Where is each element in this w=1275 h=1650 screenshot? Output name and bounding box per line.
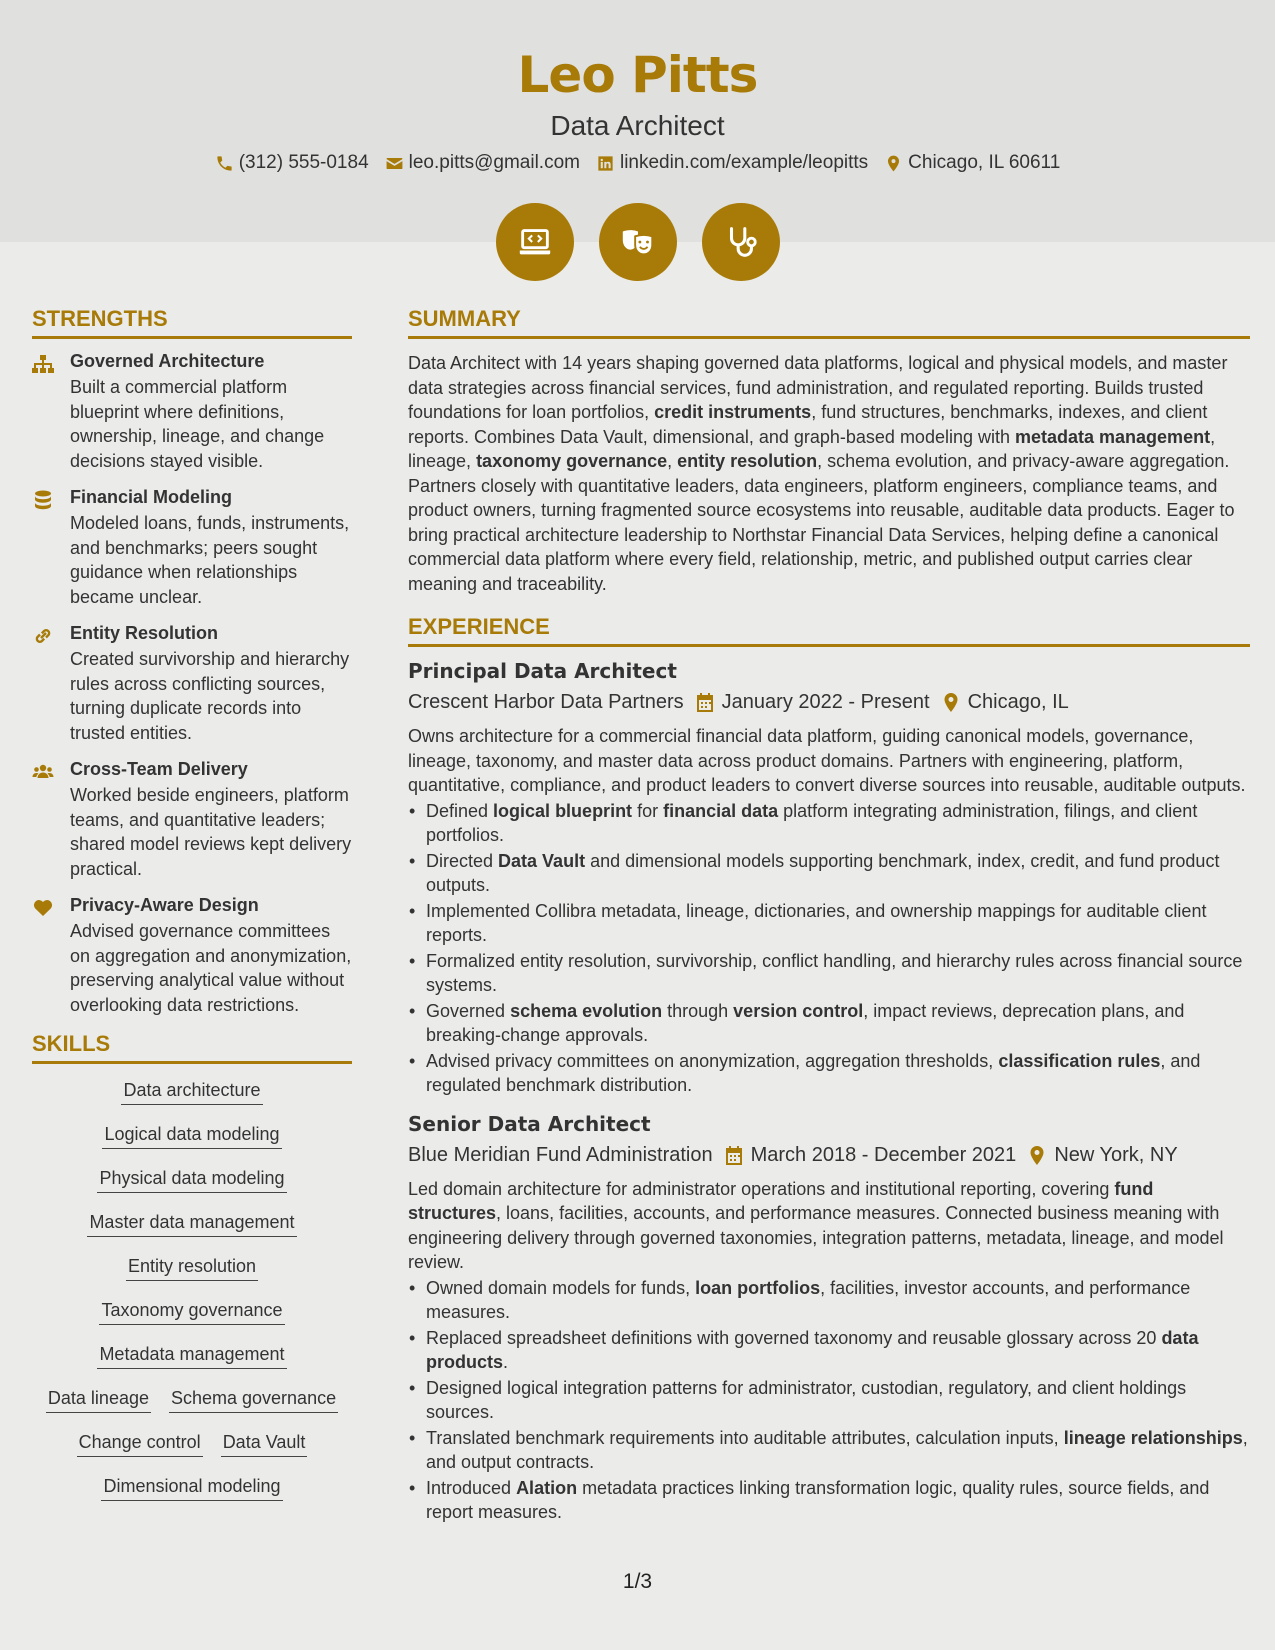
contact-location-text: Chicago, IL 60611 [908, 152, 1061, 173]
strength-text: Created survivorship and hierarchy rules across conflicting sources, turning duplicate records into trusted entities. [70, 649, 350, 743]
right-column [408, 306, 1250, 1539]
text-run: Directed [426, 850, 499, 871]
skill-row [32, 1080, 352, 1105]
text-run: , loans, facilities, accounts, and performance measures. Connected business meaning with engineering delivery through governed taxonomies, integration patterns, metadata, lineage, and model review. [408, 1203, 1224, 1272]
contact-bar [0, 152, 1275, 174]
text-run: , and output contracts. [426, 1427, 1248, 1472]
job-bullet [408, 1276, 1250, 1325]
skill-row [32, 1388, 352, 1413]
skills-list [32, 1076, 352, 1501]
text-run: Replaced spreadsheet definitions with governed taxonomy and reusable glossary across 20 [426, 1327, 1162, 1348]
heart-icon [32, 898, 54, 918]
job-bullet [408, 1376, 1250, 1425]
job-bullets [408, 799, 1250, 1098]
map-pin-icon [942, 693, 960, 712]
text-run: metadata practices linking transformation logic, quality rules, source fields, and report measures. [426, 1477, 1210, 1522]
text-run: Designed logical integration patterns for administrator, custodian, regulatory, and client holdings sources. [426, 1377, 1187, 1422]
skill-tag: Change control [77, 1432, 203, 1457]
text-run: , lineage, [408, 426, 1216, 471]
text-run: , and regulated benchmark distribution. [426, 1050, 1201, 1095]
contact-email-text: leo.pitts@gmail.com [408, 152, 580, 173]
bold-keyword: classification rules [998, 1050, 1161, 1071]
skill-tag: Metadata management [97, 1344, 286, 1369]
job-bullet [408, 1476, 1250, 1525]
job-description [408, 1177, 1250, 1275]
hobby-icons [0, 203, 1275, 281]
bold-keyword: credit instruments [654, 402, 812, 422]
strength-title: Governed Architecture [70, 351, 265, 371]
left-column [32, 306, 352, 1520]
calendar-icon [725, 1146, 743, 1165]
skill-row [32, 1476, 352, 1501]
text-run: , facilities, investor accounts, and performance measures. [426, 1277, 1191, 1322]
text-run: Defined [426, 800, 494, 821]
linkedin-icon [596, 154, 615, 173]
map-pin-icon [884, 154, 903, 173]
skill-tag: Data Vault [221, 1432, 308, 1457]
job-bullets [408, 1276, 1250, 1525]
map-pin-icon [1028, 1146, 1046, 1165]
text-run: Implemented Collibra metadata, lineage, dictionaries, and ownership mappings for auditable client reports. [426, 900, 1207, 945]
text-run: Introduced [426, 1477, 517, 1498]
masks-theater-icon [619, 223, 657, 261]
contact-location [884, 152, 1060, 174]
text-run: Translated benchmark requirements into auditable attributes, calculation inputs, [426, 1427, 1064, 1448]
hobby-circle-medicine [702, 203, 780, 281]
text-run: , impact reviews, deprecation plans, and breaking-change approvals. [426, 1000, 1185, 1045]
bold-keyword: lineage relationships [1063, 1427, 1243, 1448]
bold-keyword: financial data [663, 800, 779, 821]
job-location: Chicago, IL [967, 691, 1069, 713]
bold-keyword: Alation [516, 1477, 578, 1498]
skill-row [32, 1432, 352, 1457]
job-bullet [408, 899, 1250, 948]
experience-heading: EXPERIENCE [408, 614, 1250, 647]
skill-row [32, 1124, 352, 1149]
bold-keyword: metadata management [1015, 426, 1211, 447]
skill-tag: Data lineage [46, 1388, 151, 1413]
job-meta [408, 691, 1250, 714]
bold-keyword: schema evolution [510, 1000, 663, 1021]
text-run: Governed [426, 1000, 511, 1021]
job-title: Data Architect [550, 110, 725, 141]
contact-linkedin-text: linkedin.com/example/leopitts [619, 152, 869, 173]
strength-title: Entity Resolution [70, 623, 218, 643]
skill-row [32, 1168, 352, 1193]
job-bullet [408, 999, 1250, 1048]
hobby-circle-theater [599, 203, 677, 281]
job-company: Blue Meridian Fund Administration [408, 1143, 713, 1166]
job-role: Principal Data Architect [408, 659, 677, 683]
page-number: 1/3 [622, 1570, 653, 1593]
summary-text [408, 351, 1250, 596]
strength-item [32, 351, 352, 473]
text-run: . [503, 1352, 509, 1372]
text-run: and dimensional models supporting benchmark, index, credit, and fund product outputs. [426, 850, 1220, 895]
job-bullet [408, 849, 1250, 898]
bold-keyword: fund structures [408, 1178, 1154, 1223]
sitemap-icon [32, 354, 54, 374]
bold-keyword: version control [733, 1000, 864, 1021]
strength-item [32, 759, 352, 881]
job-meta [408, 1144, 1250, 1167]
text-run: Advised privacy committees on anonymization, aggregation thresholds, [426, 1050, 999, 1071]
text-run: for [632, 800, 664, 821]
strength-text: Built a commercial platform blueprint where definitions, ownership, lineage, and change decisions stayed visible. [70, 377, 325, 471]
job-dates: March 2018 - December 2021 [750, 1143, 1017, 1166]
job-entry [408, 659, 1250, 1098]
calendar-icon [696, 693, 714, 712]
skill-row [32, 1300, 352, 1325]
contact-linkedin[interactable] [596, 152, 868, 174]
text-run: Data Architect with 14 years shaping governed data platforms, logical and physical models, and master data strategies across financial services, fund administration, and regulated reporting. Builds trusted foundations for loan portfolios, [408, 353, 1228, 422]
contact-email[interactable] [385, 152, 580, 174]
link-icon [32, 626, 54, 646]
skill-tag: Schema governance [169, 1388, 338, 1413]
text-run: Led domain architecture for administrator operations and institutional reporting, covering [408, 1178, 1115, 1199]
text-run: Owned domain models for funds, [426, 1277, 696, 1298]
strength-text: Worked beside engineers, platform teams, and quantitative leaders; shared model reviews kept delivery practical. [70, 785, 352, 879]
text-run: , fund structures, benchmarks, indexes, and client reports. Combines Data Vault, dimensional, and graph-based modeling with [408, 402, 1208, 447]
strength-item [32, 487, 352, 609]
contact-phone[interactable] [215, 152, 369, 174]
bold-keyword: logical blueprint [493, 800, 633, 821]
job-bullet [408, 1049, 1250, 1098]
skill-tag: Logical data modeling [102, 1124, 281, 1149]
text-run: through [662, 1000, 734, 1021]
stethoscope-icon [722, 223, 760, 261]
laptop-code-icon [516, 223, 554, 261]
skills-heading: SKILLS [32, 1031, 352, 1064]
skill-tag: Entity resolution [126, 1256, 258, 1281]
strength-title: Cross-Team Delivery [70, 759, 248, 779]
phone-icon [215, 154, 234, 173]
hobby-circle-laptop [496, 203, 574, 281]
skill-row [32, 1212, 352, 1237]
strength-text: Modeled loans, funds, instruments, and benchmarks; peers sought guidance when relationships became unclear. [70, 513, 350, 607]
job-dates: January 2022 - Present [721, 691, 930, 713]
strength-item [32, 623, 352, 745]
skill-tag: Taxonomy governance [99, 1300, 284, 1325]
bold-keyword: Data Vault [498, 850, 586, 871]
strength-item [32, 895, 352, 1017]
strength-title: Financial Modeling [70, 487, 233, 507]
strength-text: Advised governance committees on aggregation and anonymization, preserving analytical value without overlooking data restrictions. [70, 921, 352, 1015]
bold-keyword: entity resolution [677, 451, 818, 471]
skill-row [32, 1344, 352, 1369]
users-icon [32, 762, 54, 782]
job-company: Crescent Harbor Data Partners [408, 691, 684, 713]
skill-row [32, 1256, 352, 1281]
text-run: , [667, 451, 678, 471]
candidate-name: Leo Pitts [517, 46, 758, 104]
text-run: , schema evolution, and privacy-aware aggregation. Partners closely with quantitative leaders, data engineers, platform engineers, compliance teams, and product owners, turning fragmented source ecosystems into reusable, auditable data products. Eager to bring practical architecture leadership to Northstar Financial Data Services, helping define a canonical commercial data platform where every field, relationship, metric, and published output carries clear meaning and traceability. [408, 451, 1235, 594]
job-location: New York, NY [1054, 1143, 1178, 1166]
contact-phone-text: (312) 555-0184 [238, 152, 369, 173]
skill-tag: Physical data modeling [97, 1168, 286, 1193]
job-description: Owns architecture for a commercial financial data platform, guiding canonical models, governance, lineage, taxonomy, and master data across product domains. Partners with engineering, platform, quantitative, compliance, and product leaders to convert diverse sources into reusable, auditable outputs. [408, 726, 1246, 795]
job-bullet [408, 949, 1250, 998]
job-bullet [408, 1426, 1250, 1475]
skill-tag: Data architecture [121, 1080, 262, 1105]
strengths-heading: STRENGTHS [32, 306, 352, 339]
database-icon [32, 490, 54, 510]
skill-tag: Dimensional modeling [101, 1476, 282, 1501]
job-bullet [408, 799, 1250, 848]
envelope-icon [385, 154, 404, 173]
bold-keyword: loan portfolios [695, 1277, 821, 1298]
bold-keyword: taxonomy governance [476, 451, 668, 471]
summary-heading: SUMMARY [408, 306, 1250, 339]
bold-keyword: data products [426, 1327, 1199, 1372]
job-entry [408, 1112, 1250, 1525]
text-run: Formalized entity resolution, survivorship, conflict handling, and hierarchy rules across financial source systems. [426, 950, 1243, 995]
strength-title: Privacy-Aware Design [70, 895, 259, 915]
job-role: Senior Data Architect [408, 1111, 651, 1136]
text-run: platform integrating administration, filings, and client portfolios. [426, 800, 1198, 845]
job-bullet [408, 1326, 1250, 1375]
skill-tag: Master data management [87, 1212, 296, 1237]
